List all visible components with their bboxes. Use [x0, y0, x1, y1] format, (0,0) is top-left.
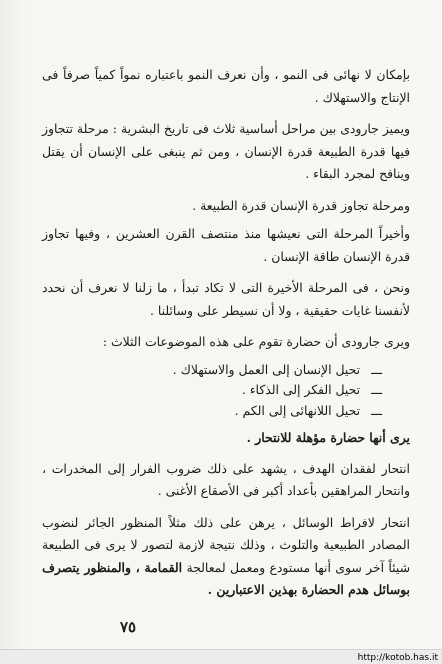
list-dash: ـــ — [371, 402, 382, 418]
paragraph-2: ويميز جارودى بين مراحل أساسية ثلاث فى تاريخ البشرية : مرحلة تتجاوز فيها قدرة الطبيعة قدرة الإنسان ، ومن ثم ينبغى على الإنسان أن يقتل وينافح لمجرد البقاء . — [42, 121, 410, 181]
list-item: ـــ تحيل الفكر إلى الذكاء . — [42, 380, 382, 401]
section-heading: يرى أنها حضارة مؤهلة للانتحار . — [246, 430, 410, 445]
page-body-text — [42, 64, 410, 611]
paragraph-6: ويرى جارودى أن حضارة تقوم على هذه الموضوعات الثلاث : — [102, 334, 410, 349]
list-dash: ـــ — [371, 382, 382, 397]
site-url-link[interactable]: http://kotob.has.it — [357, 653, 438, 663]
list-item: ـــ تحيل الإنسان إلى العمل والاستهلاك . — [42, 360, 382, 381]
footer-bar — [0, 649, 442, 664]
paragraph-4: وأخيراً المرحلة التى نعيشها منذ منتصف القرن العشرين ، وفيها تجاوز قدرة الإنسان طاقة الإنسان . — [42, 226, 410, 264]
themes-list — [42, 360, 410, 422]
paragraph-3: ومرحلة تجاوز قدرة الإنسان قدرة الطبيعة . — [192, 197, 410, 213]
paragraph-8: انتحار لافراط الوسائل ، يرهن على ذلك مثلاً المنظور الجائر لنضوب المصادر الطبيعية والتلوث ، وذلك نتيجة لازمة لتصور لا يرى فى الطبيعة شيئاً آخر سوى أنها مستودع ومعمل لمعالجة القمامة ، والمنظور يتصرف بوسائل هدم الحضارة بهذين الاعتبارين . — [42, 514, 410, 597]
page-number: ٧٥ — [120, 618, 137, 636]
paragraph-1: بإمكان لا نهائى فى النمو ، وأن نعرف النمو باعتباره نمواً كمياً صرفاً فى الإنتاج والاستهلاك . — [42, 67, 410, 105]
paragraph-5: ونحن ، فى المرحلة الأخيرة التى لا تكاد تبدأ ، ما زلنا لا نعرف أن نحدد لأنفسنا غايات حقيقية ، ولا أن نسيطر على وسائلنا . — [42, 280, 410, 318]
list-item: ـــ تحيل اللانهائى إلى الكم . — [42, 401, 382, 422]
list-dash: ـــ — [371, 361, 382, 377]
paragraph-7: انتحار لفقدان الهدف ، يشهد على ذلك ضروب الفرار إلى المخدرات ، وانتحار المراهقين بأعداد أكبر فى الأصقاع الأغنى . — [42, 460, 410, 498]
paragraph-8-end: القمامة ، والمنظور يتصرف بوسائل هدم الحضارة بهذين الاعتبارين . — [42, 559, 410, 597]
